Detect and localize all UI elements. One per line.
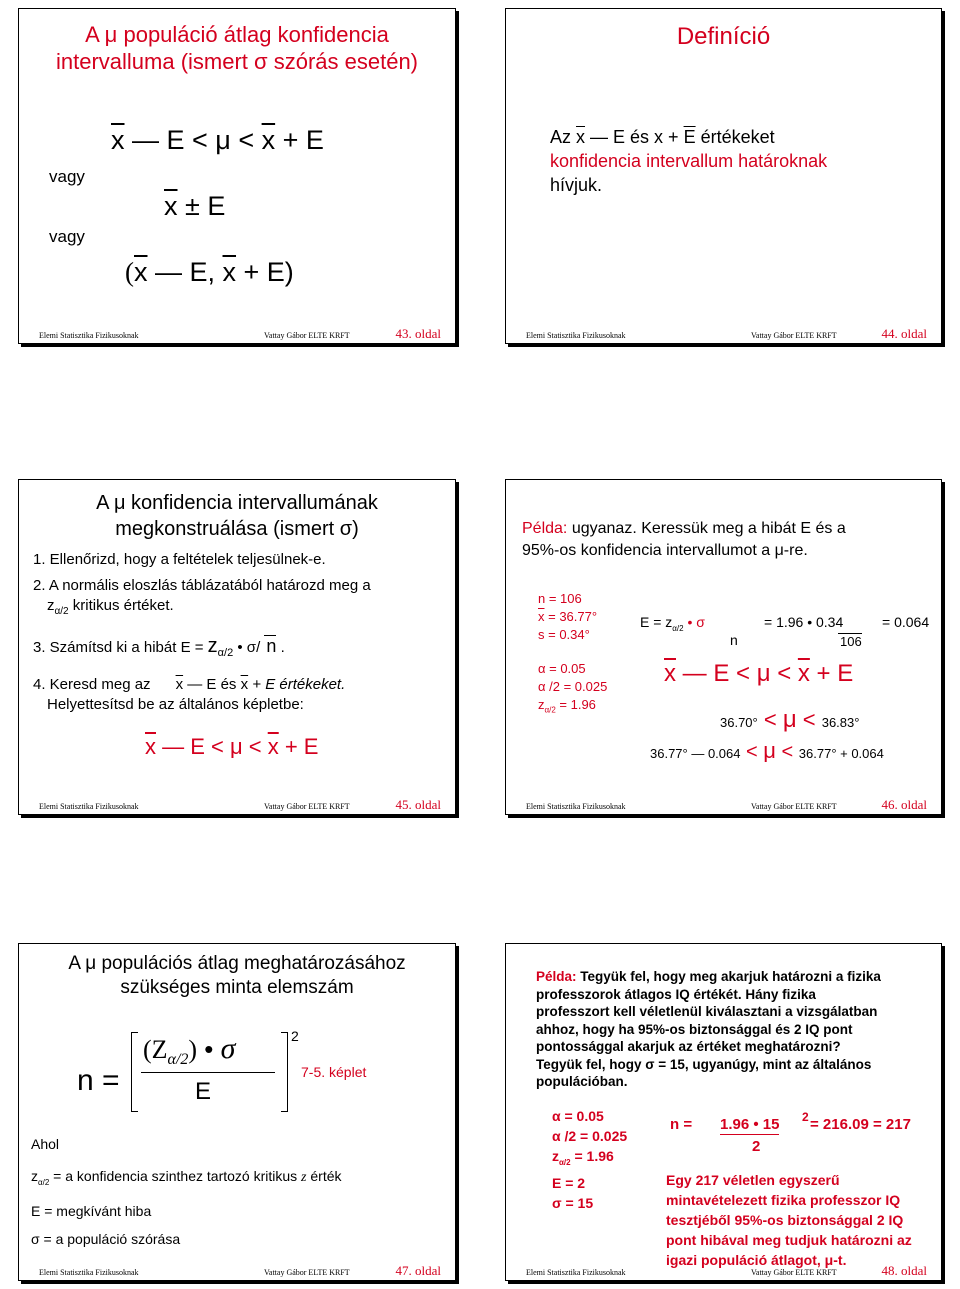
- formula-exponent: 2: [291, 1028, 299, 1044]
- slide-45: [18, 479, 456, 815]
- error-result: = 0.064: [882, 614, 930, 630]
- n-equals: n =: [77, 1064, 120, 1097]
- slide-footer: Elemi Statisztika Fizikusoknak Vattay Gábor ELTE KRFT 46. oldal: [526, 797, 927, 812]
- given-values: α = 0.05 α /2 = 0.025 $z_{\alpha/2} = 1.96$ E = 2 σ = 15: [552, 1108, 628, 1211]
- page-number: 45. oldal: [395, 797, 441, 812]
- page-number: 48. oldal: [881, 1263, 927, 1278]
- slide-title: A μ populáció átlag konfidencia intervalluma (ismert σ szórás esetén): [55, 22, 419, 74]
- formula-interval: $\overline{x}$ — $E < \mu < \overline{x} + E$: [111, 125, 324, 155]
- interval-result: 36.70° < μ < 36.83°: [720, 706, 860, 733]
- slide-footer: Elemi Statisztika Fizikusoknak Vattay Gábor ELTE KRFT 45. oldal: [39, 797, 441, 812]
- formula-bracket-left: [131, 1032, 138, 1112]
- slide-title: Definíció: [676, 23, 771, 50]
- formula-plusminus: $\overline{x} \pm E$: [164, 191, 226, 221]
- slide-46: [505, 479, 942, 815]
- vagy-label: vagy: [49, 227, 85, 246]
- calc-result: = 216.09 = 217: [810, 1116, 911, 1133]
- slide-title: A μ populációs átlag meghatározásához szükséges minta elemszám: [68, 953, 406, 998]
- slide-footer: Elemi Statisztika Fizikusoknak Vattay Gábor ELTE KRFT 47. oldal: [39, 1263, 441, 1278]
- page-number: 46. oldal: [881, 797, 927, 812]
- page-number: 47. oldal: [395, 1263, 441, 1278]
- formula-tuple: ($\overline{x}$ — E, $\overline{x} + E$): [125, 257, 294, 287]
- formula-bracket-right: [281, 1032, 288, 1112]
- example-text: Példa: Tegyük fel, hogy meg akarjuk határozni a fizika professzorok átlagos IQ értékét. Hány fizika professzort kell véletlenül kiválasztani a vizsgálatban ahhoz, hogy ha 95%-os biztonsággal és 2 IQ pont pontossággal akarjuk az értéket meghatározni? Tegyük fel, hogy σ = 15, ugyanúgy, mint az általános populációban.: [536, 969, 881, 1089]
- slide-title: A μ konfidencia intervallumának megkonstruálása (ismert σ): [96, 492, 378, 540]
- formula-interval: $\overline{x}$ — $E < \mu < \overline{x} + E$: [664, 660, 854, 687]
- vagy-label: vagy: [49, 167, 85, 186]
- slide-footer: Elemi Statisztika Fizikusoknak Vattay Gábor ELTE KRFT 44. oldal: [526, 326, 927, 341]
- formula-ref: 7-5. képlet: [301, 1064, 367, 1080]
- definition-text: Az $\overline{x}$ — E és $x + \overline{E}$ értékeket konfidencia intervallum határoknak hívjuk.: [550, 127, 828, 195]
- fraction-line: [141, 1072, 275, 1073]
- slide-44: [505, 8, 942, 344]
- calc-denominator: 2: [752, 1138, 761, 1155]
- slide-47: [18, 943, 456, 1281]
- example-intro: Példa: ugyanaz. Keressük meg a hibát E és a 95%-os konfidencia intervallumot a μ-re.: [522, 520, 846, 559]
- given-values: n = 106 $\overline{x} = 36.77^\circ$ s = 0.34° α = 0.05 α /2 = 0.025 $z_{\alpha/2} = 1.96$: [538, 591, 608, 715]
- error-calc: $E = z_{\alpha/2}$ • σ: [640, 614, 705, 633]
- error-calc-n: n: [730, 632, 738, 648]
- page-number: 43. oldal: [395, 326, 441, 341]
- formula-numerator: $(Z_{\alpha/2})$ • σ: [143, 1032, 236, 1069]
- slide-footer: Elemi Statisztika Fizikusoknak Vattay Gábor ELTE KRFT 48. oldal: [526, 1263, 927, 1278]
- formula-interval: $\overline{x}$ — $E < \mu < \overline{x} + E$: [145, 734, 319, 759]
- slide-43: [18, 8, 456, 344]
- interval-expression: 36.77° — 0.064 < μ < 36.77° + 0.064: [650, 738, 884, 763]
- definitions: $z_{\alpha/2} = a$ konfidencia szinthez tartozó kritikus z érték E = megkívánt hiba σ = a populáció szórása: [31, 1168, 342, 1247]
- calc-exponent: 2: [802, 1110, 809, 1124]
- calc-numerator: 1.96 • 15: [720, 1116, 780, 1133]
- page-number: 44. oldal: [881, 326, 927, 341]
- ahol-label: Ahol: [31, 1136, 60, 1152]
- slide-48: [505, 943, 942, 1281]
- error-calc-value: = 1.96 • 0.34: [764, 614, 844, 630]
- steps: 1. Ellenőrizd, hogy a feltételek teljesülnek-e. 2. A normális eloszlás táblázatából határozd meg a $z_{\alpha/2}$ kritikus értéket. 3. Számítsd ki a hibát $E = z_{\alpha/2}$ • σ/ n . 4. Keresd meg az $\overline{x}$ — E és $\overline{x} + E$ értékeket. Helyettesítsd be az általános képletbe:: [33, 551, 371, 713]
- error-calc-sqrt: 106: [840, 634, 862, 649]
- conclusion: Egy 217 véletlen egyszerű mintavételezett fizika professzor IQ tesztjéből 95%-os biztonsággal 2 IQ pont hibával meg tudjuk határozni az igazi populáció átlagot, μ-t.: [666, 1172, 912, 1268]
- calc-n: n =: [670, 1116, 693, 1133]
- formula-denominator: E: [195, 1078, 212, 1105]
- slide-footer: Elemi Statisztika Fizikusoknak Vattay Gábor ELTE KRFT 43. oldal: [39, 326, 441, 341]
